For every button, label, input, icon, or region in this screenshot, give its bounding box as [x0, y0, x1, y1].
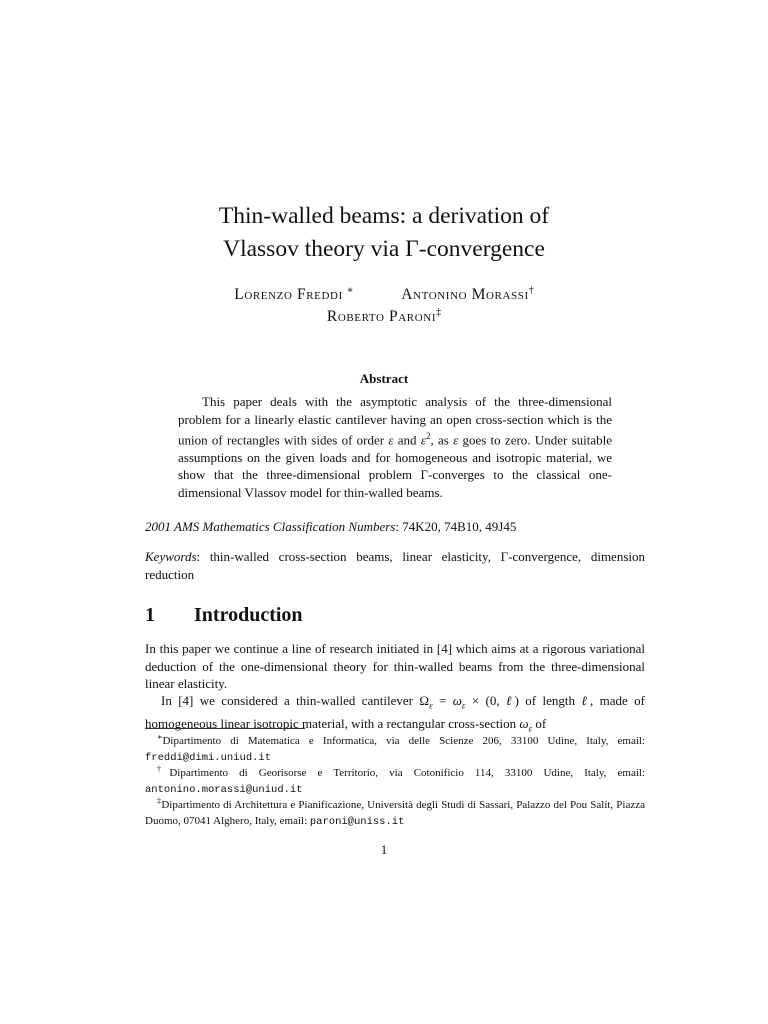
- section-title: Introduction: [194, 604, 303, 626]
- author-row-1: [0, 284, 768, 306]
- ams-classification-label: 2001 AMS Mathematics Classification Numbers: [145, 519, 396, 534]
- email-paroni[interactable]: paroni@uniss.it: [309, 815, 405, 828]
- email-freddi[interactable]: freddi@dimi.uniud.it: [145, 751, 272, 764]
- intro-paragraph-2: In [4] we considered a thin-walled cantilever $\Omega_\varepsilon = \omega_\varepsilon \times (0$, ℓ) of length ℓ, made of homogeneous linear isotropic material, with a rectangular cross-section $\omega_\varepsilon$ of: [145, 693, 645, 734]
- footnote-freddi: ∗Dipartimento di Matematica e Informatica, via delle Scienze 206, 33100 Udine, Italy, email: freddi@dimi.uniud.it: [145, 732, 645, 764]
- email-morassi[interactable]: antonino.morassi@uniud.it: [145, 783, 303, 796]
- abstract-text: This paper deals with the asymptotic analysis of the three-dimensional problem for a linearly elastic cantilever having an open cross-section which is the union of rectangles with sides of order ε and $\varepsilon^2$, as ε goes to zero. Under suitable assumptions on the given loads and for homogeneous and isotropic material, we show that the three-dimensional problem Γ-converges to the classical one-dimensional Vlassov model for thin-walled beams.: [178, 394, 612, 500]
- keywords-text: : thin-walled cross-section beams, linear elasticity, Γ-convergence, dimension reduction: [145, 549, 645, 582]
- title-line-1: Thin-walled beams: a derivation of: [218, 203, 550, 229]
- author-morassi: Antonino Morassi: [401, 286, 529, 303]
- page-number: 1: [380, 842, 388, 857]
- author-freddi-mark: ∗: [346, 284, 354, 296]
- author-paroni-mark: ‡: [436, 306, 442, 318]
- ams-classification-codes: : 74K20, 74B10, 49J45: [395, 519, 517, 534]
- keywords-label: Keywords: [145, 549, 197, 564]
- author-row-2: [0, 306, 768, 328]
- footnote-rule: [145, 728, 305, 729]
- footnote-paroni: ‡Dipartimento di Architettura e Pianificazione, Università degli Studi di Sassari, Palazzo del Pou Salit, Piazza Duomo, 07041 Alghero, Italy, email: paroni@uniss.it: [145, 796, 645, 828]
- author-paroni: Roberto Paroni: [326, 308, 437, 325]
- footnote-morassi: †Dipartimento di Georisorse e Territorio, via Cotonificio 114, 33100 Udine, Italy, email: antonino.morassi@uniud.it: [145, 764, 645, 796]
- intro-paragraph-1: In this paper we continue a line of research initiated in [4] which aims at a rigorous variational deduction of the one-dimensional theory for thin-walled beams from the three-dimensional linear elasticity.: [145, 641, 645, 691]
- ams-classification: [145, 518, 645, 536]
- author-morassi-mark: †: [528, 284, 534, 296]
- section-number: 1: [145, 604, 155, 626]
- author-freddi: Lorenzo Freddi: [234, 286, 343, 303]
- keywords: [145, 548, 645, 583]
- footnotes: [145, 734, 645, 830]
- section-heading-introduction: [145, 604, 303, 627]
- abstract-heading: Abstract: [359, 371, 409, 386]
- title-line-2: Vlassov theory via Γ-convergence: [223, 236, 545, 262]
- author-list: [0, 284, 768, 328]
- paper-title: [0, 200, 768, 266]
